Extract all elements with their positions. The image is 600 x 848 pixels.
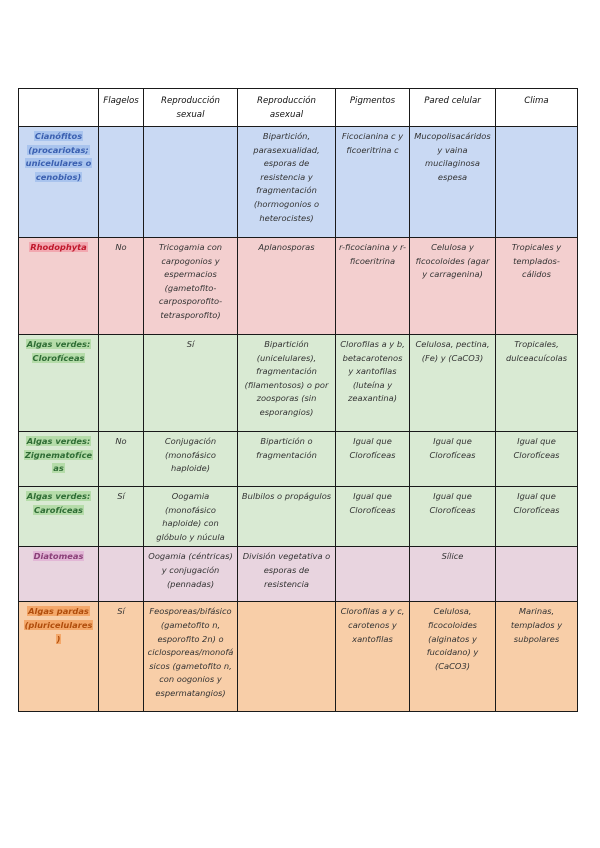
- cell-clima: Igual que Clorofíceas: [496, 487, 578, 547]
- cell-flagelos: Sí: [99, 602, 144, 712]
- cell-pigmentos: Igual que Clorofíceas: [336, 487, 410, 547]
- header-pigmentos: Pigmentos: [336, 89, 410, 127]
- algae-comparison-table: [18, 88, 578, 712]
- row-label-caroficeas: Algas verdes: Carofíceas: [19, 487, 99, 547]
- cell-pared-celular: Sílice: [410, 547, 496, 602]
- table-row: [19, 335, 578, 432]
- cell-clima: Tropicales y templados-cálidos: [496, 238, 578, 335]
- cell-pared-celular: Celulosa, ficocoloides (alginatos y fucoidano) y (CaCO3): [410, 602, 496, 712]
- cell-clima: [496, 547, 578, 602]
- header-reproduccion-asexual: Reproducción asexual: [238, 89, 336, 127]
- cell-pared-celular: Celulosa, pectina, (Fe) y (CaCO3): [410, 335, 496, 432]
- cell-reproduccion-sexual: [144, 127, 238, 238]
- row-label-cloroficeas: Algas verdes: Clorofíceas: [19, 335, 99, 432]
- table-row: [19, 487, 578, 547]
- cell-reproduccion-sexual: Conjugación (monofásico haploide): [144, 432, 238, 487]
- cell-reproduccion-asexual: División vegetativa o esporas de resistencia: [238, 547, 336, 602]
- cell-reproduccion-sexual: Sí: [144, 335, 238, 432]
- cell-pared-celular: Celulosa y ficocoloides (agar y carragenina): [410, 238, 496, 335]
- cell-reproduccion-sexual: Tricogamia con carpogonios y espermacios (gametofito-carposporofito-tetrasporofito): [144, 238, 238, 335]
- cell-reproduccion-asexual: Bipartición o fragmentación: [238, 432, 336, 487]
- cell-clima: Marinas, templados y subpolares: [496, 602, 578, 712]
- cell-flagelos: No: [99, 238, 144, 335]
- cell-reproduccion-asexual: Bipartición, parasexualidad, esporas de resistencia y fragmentación (hormogonios o heterocistes): [238, 127, 336, 238]
- cell-flagelos: [99, 547, 144, 602]
- table-row: [19, 602, 578, 712]
- header-flagelos: Flagelos: [99, 89, 144, 127]
- table-row: [19, 547, 578, 602]
- cell-pigmentos: Ficocianina c y ficoeritrina c: [336, 127, 410, 238]
- header-row: [19, 89, 578, 127]
- row-label-algas-pardas: Algas pardas (pluricelulares): [19, 602, 99, 712]
- cell-reproduccion-asexual: Bulbilos o propágulos: [238, 487, 336, 547]
- cell-pigmentos: r-ficocianina y r-ficoeritrina: [336, 238, 410, 335]
- table-row: [19, 432, 578, 487]
- row-label-diatomeas: Diatomeas: [19, 547, 99, 602]
- table-row: [19, 238, 578, 335]
- cell-flagelos: [99, 335, 144, 432]
- header-pared-celular: Pared celular: [410, 89, 496, 127]
- row-label-cianofitos: Cianófitos (procariotas; unicelulares o cenobios): [19, 127, 99, 238]
- header-empty: [19, 89, 99, 127]
- cell-reproduccion-asexual: Bipartición (unicelulares), fragmentación (filamentosos) o por zoosporas (sin esporangios): [238, 335, 336, 432]
- cell-pigmentos: Clorofilas a y b, betacarotenos y xantofilas (luteína y zeaxantina): [336, 335, 410, 432]
- cell-pared-celular: Igual que Clorofíceas: [410, 487, 496, 547]
- cell-flagelos: Sí: [99, 487, 144, 547]
- row-label-rhodophyta: Rhodophyta: [19, 238, 99, 335]
- header-clima: Clima: [496, 89, 578, 127]
- cell-clima: Igual que Clorofíceas: [496, 432, 578, 487]
- row-label-zignematoficeas: Algas verdes: Zignematofíceas: [19, 432, 99, 487]
- cell-reproduccion-asexual: [238, 602, 336, 712]
- table-row: [19, 127, 578, 238]
- cell-pigmentos: [336, 547, 410, 602]
- cell-clima: [496, 127, 578, 238]
- cell-flagelos: No: [99, 432, 144, 487]
- cell-reproduccion-asexual: Aplanosporas: [238, 238, 336, 335]
- cell-pigmentos: Clorofilas a y c, carotenos y xantofilas: [336, 602, 410, 712]
- cell-reproduccion-sexual: Oogamia (céntricas) y conjugación (pennadas): [144, 547, 238, 602]
- header-reproduccion-sexual: Reproducción sexual: [144, 89, 238, 127]
- cell-reproduccion-sexual: Oogamia (monofásico haploide) con glóbulo y núcula: [144, 487, 238, 547]
- cell-reproduccion-sexual: Feosporeas/bifásico (gametofito n, esporofito 2n) o ciclosporeas/monofásicos (gametofito n, con oogonios y espermatangios): [144, 602, 238, 712]
- cell-flagelos: [99, 127, 144, 238]
- cell-pared-celular: Igual que Clorofíceas: [410, 432, 496, 487]
- cell-pared-celular: Mucopolisacáridos y vaina mucilaginosa espesa: [410, 127, 496, 238]
- cell-pigmentos: Igual que Clorofíceas: [336, 432, 410, 487]
- cell-clima: Tropicales, dulceacuícolas: [496, 335, 578, 432]
